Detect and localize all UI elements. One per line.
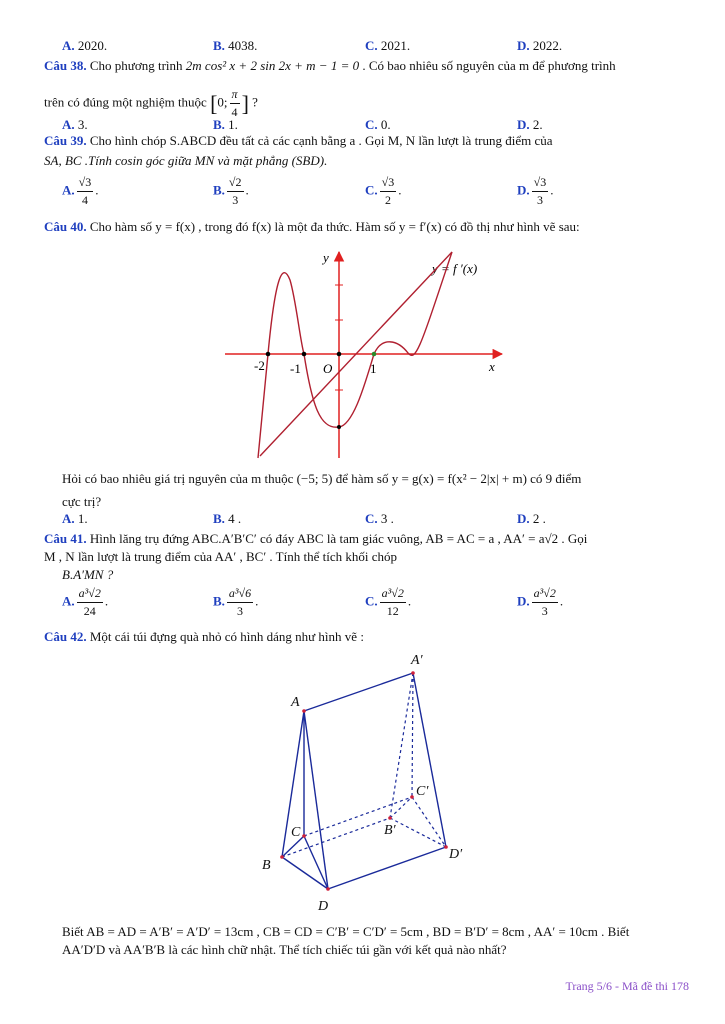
q37-opt-c: 2021. (380, 38, 411, 53)
q42-text-2: Biết AB = AD = A′B′ = A′D′ = 13cm , CB = CD = C′B′ = C′D′ = 5cm , BD = B′D′ = 8cm , AA′ = 10cm . Biết (62, 924, 630, 939)
q39-line1 (44, 132, 687, 149)
q41-text-2: M , N lần lượt là trung điểm của AA′ , BC′ . Tính thể tích khối chóp (44, 549, 397, 564)
root-point-1 (372, 352, 377, 357)
q41-line3 (62, 566, 687, 583)
q38-text-c: trên có đúng một nghiệm thuộc (44, 94, 207, 110)
q38-number: Câu 38. (44, 58, 87, 73)
q39-text-1: Cho hình chóp S.ABCD đều tất cả các cạnh bằng a . Gọi M, N lần lượt là trung điểm của (89, 133, 553, 148)
q41-opt-b-num: a³√6 (227, 585, 253, 603)
q38-opt-b: 1. (228, 117, 238, 132)
q40-line2 (62, 470, 687, 487)
q41-opt-d-den: 3 (541, 604, 548, 618)
q41-opt-d-num: a³√2 (532, 585, 558, 603)
q40-graph (220, 240, 520, 460)
q40-text-2: Hỏi có bao nhiêu giá trị nguyên của m thuộc (−5; 5) để hàm số y = g(x) = f(x² − 2|x| + m) có 9 điểm (62, 471, 582, 486)
tick-label-minus1: -1 (290, 361, 301, 376)
x-axis-label: x (489, 359, 495, 374)
q42-text-1: Một cái túi đựng quà nhỏ có hình dáng như hình vẽ : (89, 629, 364, 644)
q41-text-1: Hình lăng trụ đứng ABC.A′B′C′ có đáy ABC là tam giác vuông, AB = AC = a , AA′ = a√2 . Gọi (89, 531, 588, 546)
q40-text-1: Cho hàm số y = f(x) , trong đó f(x) là một đa thức. Hàm số y = f′(x) có đồ thị như hình vẽ sau: (89, 219, 580, 234)
page-footer: Trang 5/6 - Mã đề thi 178 (565, 979, 689, 993)
q42-line3 (62, 941, 687, 958)
q38-opt-d: 2. (532, 117, 543, 132)
q40-opt-b: 4 . (228, 511, 242, 526)
q39-opt-d-num: √3 (532, 174, 549, 192)
q42-line2 (62, 923, 687, 940)
tick-label-1: 1 (370, 361, 377, 376)
q38-opt-a: 3. (77, 117, 88, 132)
q40-opt-d: 2 . (532, 511, 546, 526)
q41-opt-a-den: 24 (83, 604, 96, 618)
q42-number: Câu 42. (44, 629, 87, 644)
q40-opt-c: 3 . (380, 511, 394, 526)
edge-BpDp (390, 818, 446, 847)
q40-line1 (44, 218, 687, 235)
q42-line1 (44, 628, 687, 645)
q39-number: Câu 39. (44, 133, 87, 148)
q37-opt-d: 2022. (532, 38, 563, 53)
q39-opt-c-den: 2 (384, 193, 391, 207)
q39-line2 (44, 152, 687, 169)
q37-opt-b: 4038. (228, 38, 258, 53)
q42-text-3: AA′D′D và AA′B′B là các hình chữ nhật. Thể tích chiếc túi gần với kết quả nào nhất? (62, 942, 507, 957)
origin-point (337, 352, 342, 357)
q40-text-3: cực trị? (62, 494, 102, 509)
q39-opt-b-num: √2 (227, 174, 244, 192)
q39-opt-a-den: 4 (81, 193, 88, 207)
q40-number: Câu 40. (44, 219, 87, 234)
q38-opt-c: 0. (380, 117, 391, 132)
q40-opt-a: 1. (77, 511, 88, 526)
q39-opt-b-den: 3 (232, 193, 239, 207)
q41-opt-a-num: a³√2 (77, 585, 103, 603)
label-A: A (291, 695, 300, 710)
label-D: D (318, 899, 329, 914)
q40-line3 (62, 493, 687, 510)
q38-equation: 2m cos² x + 2 sin 2x + m − 1 = 0 (185, 58, 360, 73)
label-B: B (262, 858, 271, 873)
q38-text-d: ? (252, 94, 258, 110)
label-C: C (291, 825, 301, 840)
edge-ApBp (390, 673, 413, 818)
q41-text-3: B.A′MN ? (62, 567, 114, 582)
q38-interval-left: 0; (217, 94, 228, 110)
root-point-minus2 (266, 352, 271, 357)
q37-opt-a: 2020. (77, 38, 108, 53)
edge-AAp (304, 673, 413, 711)
q39-opt-c-num: √3 (380, 174, 397, 192)
q41-opt-c-num: a³√2 (380, 585, 406, 603)
label-Bp: B′ (384, 823, 396, 838)
y-axis-label: y (323, 250, 329, 265)
edge-ApCp (412, 673, 413, 797)
q38-line2: trên có đúng một nghiệm thuộc [0; $\frac{\pi}{4}$ ] ? (44, 87, 258, 119)
q38-interval-den: 4 (231, 105, 238, 119)
q42-figure (250, 648, 480, 918)
q41-opt-c-den: 12 (386, 604, 399, 618)
tick-label-minus2: -2 (254, 358, 265, 373)
edge-DDp (328, 847, 446, 889)
q38-interval-num: π (230, 86, 240, 104)
label-Ap: A′ (411, 653, 423, 668)
origin-label: O (323, 361, 333, 376)
intercept-point (337, 425, 341, 429)
q41-number: Câu 41. (44, 531, 87, 546)
q39-opt-d-den: 3 (536, 193, 543, 207)
function-label: y = f ′(x) (432, 261, 478, 276)
root-point-minus1 (302, 352, 307, 357)
q38-line1 (44, 57, 687, 74)
q38-text-b: . Có bao nhiêu số nguyên của m để phương trình (362, 58, 616, 73)
q41-opt-b-den: 3 (237, 604, 244, 618)
label-Dp: D′ (449, 847, 463, 862)
q38-text-a: Cho phương trình (89, 58, 183, 73)
q41-line2 (44, 548, 687, 565)
q41-line1 (44, 530, 687, 547)
q39-opt-a-num: √3 (77, 174, 94, 192)
q39-text-2: SA, BC .Tính cosin góc giữa MN và mặt phẳng (SBD). (44, 153, 328, 168)
edge-ApDp (413, 673, 446, 847)
label-Cp: C′ (416, 784, 429, 799)
